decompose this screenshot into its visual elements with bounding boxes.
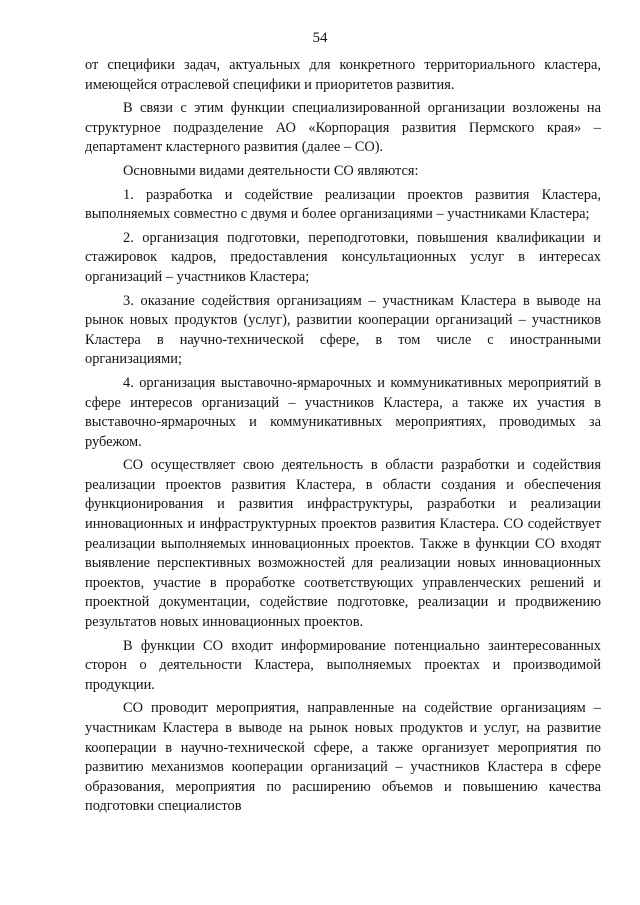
document-body — [85, 56, 601, 817]
paragraph-events: СО проводит мероприятия, направленные на содействие организациям – участникам Кластера в выводе на рынок новых продуктов и услуг, на развитие кооперации в научно-технической сфере, а также организует мероприятия по развитию механизмов кооперации организаций – участников Кластера в сфере образования, мероприятия по расширению объемов и повышению качества подготовки специалистов — [85, 700, 601, 815]
paragraph-informing: В функции СО входит информирование потенциально заинтересованных сторон о деятельности Кластера, выполняемых проектах и производимой продукции. — [85, 637, 601, 693]
paragraph-so-activity: СО осуществляет свою деятельность в области разработки и содействия реализации проектов развития Кластера, в области создания и обеспечения функционирования и развития инфраструктуры, разработки и реализации инновационных и инфраструктурных проектов развития Кластера. СО содействует реализации выполняемых инновационных проектов. Также в функции СО входят выявление перспективных возможностей для реализации новых инновационных проектов, участие в проработке соответствующих управленческих решений и проектной документации, содействие подготовке, реализации и продвижению результатов новых инновационных проектов. — [85, 457, 601, 631]
paragraph-continuation: от специфики задач, актуальных для конкретного территориального кластера, имеющейся отраслевой специфики и приоритетов развития. — [85, 57, 601, 93]
page-number: 54 — [312, 30, 328, 46]
list-item-3: 3. оказание содействия организациям – участникам Кластера в выводе на рынок новых продуктов (услуг), развитии кооперации организаций – участников Кластера в научно-технической сфере, в том числе с иностранными организациями; — [85, 292, 601, 368]
paragraph-activities-intro: Основными видами деятельности СО являются: — [123, 162, 419, 179]
paragraph-responsibility: В связи с этим функции специализированной организации возложены на структурное подразделение АО «Корпорация развития Пермского края» – департамент кластерного развития (далее – СО). — [85, 100, 601, 156]
list-item-1: 1. разработка и содействие реализации проектов развития Кластера, выполняемых совместно с двумя и более организациями – участниками Кластера; — [85, 186, 601, 223]
list-item-4: 4. организация выставочно-ярмарочных и коммуникативных мероприятий в сфере интересов организаций – участников Кластера, а также их участия в выставочно-ярмарочных и коммуникативных мероприятиях, проводимых за рубежом. — [85, 374, 601, 450]
list-item-2: 2. организация подготовки, переподготовки, повышения квалификации и стажировок кадров, предоставления консультационных услуг в интересах организаций – участников Кластера; — [85, 229, 601, 285]
